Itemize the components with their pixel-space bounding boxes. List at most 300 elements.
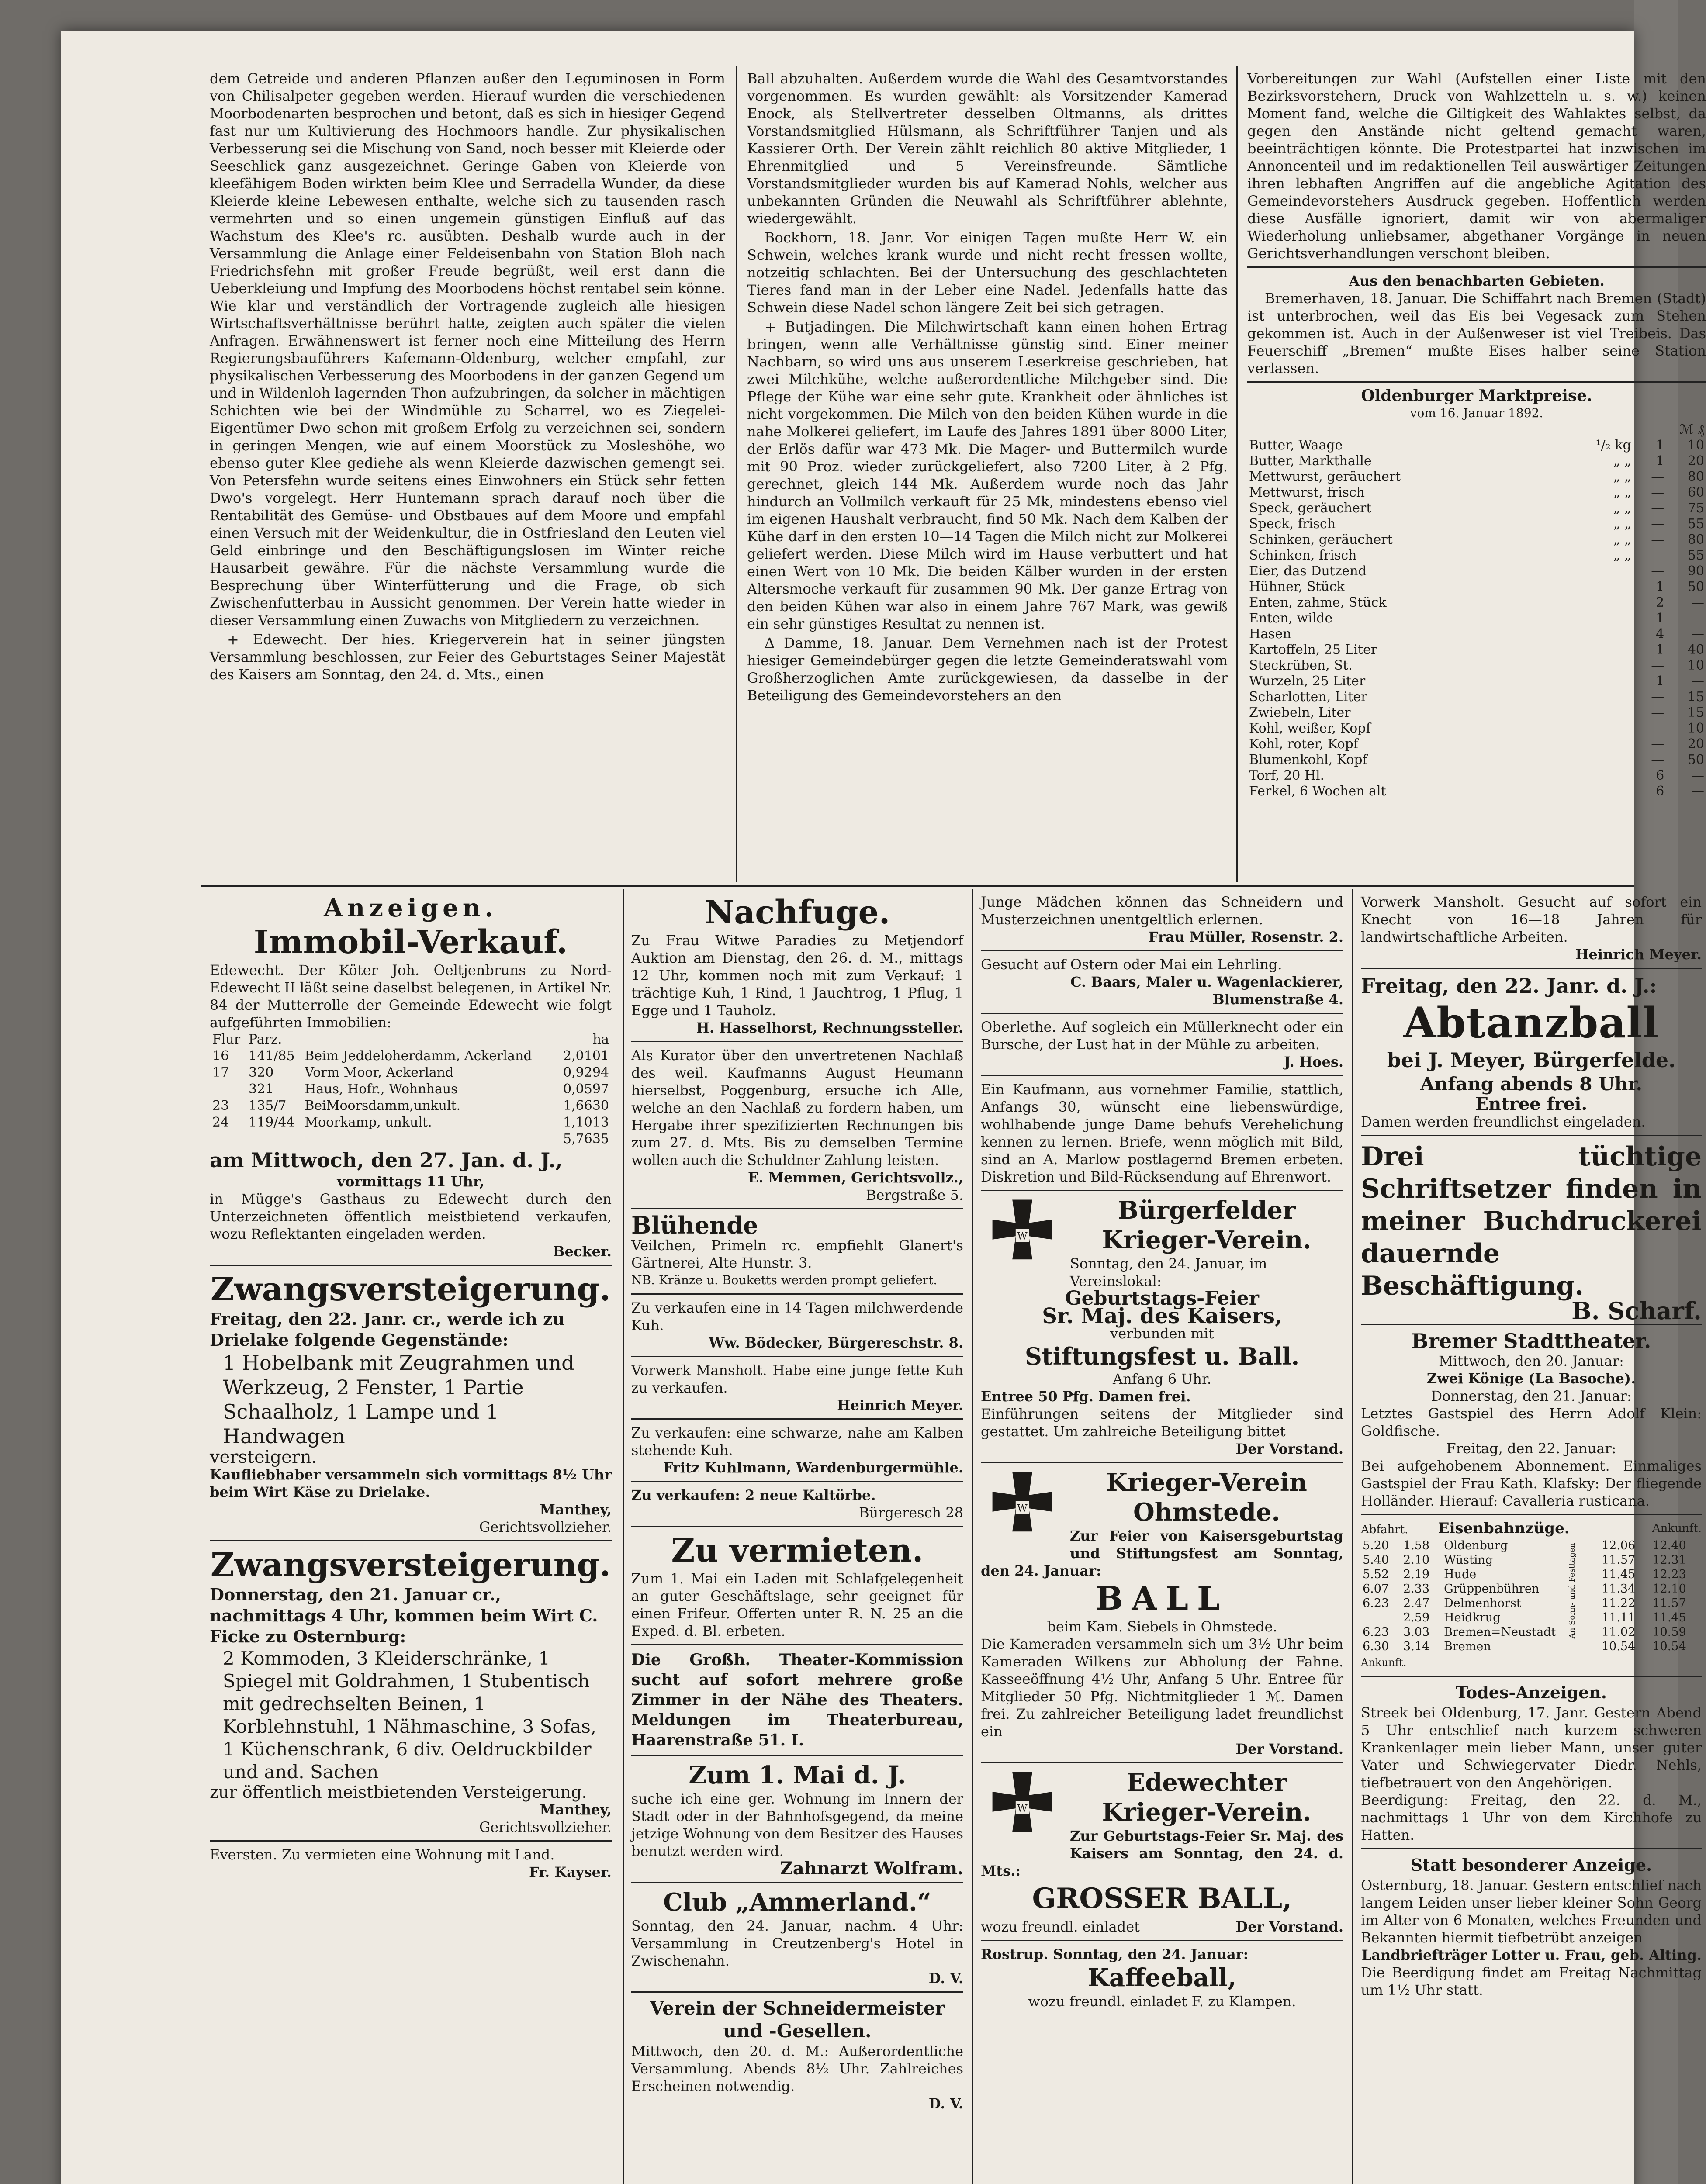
train-row [1361,1538,1702,1553]
ohm-ball: BALL [1095,1580,1229,1617]
market-row [1247,453,1706,469]
market-row-cell: — [1651,658,1664,673]
train-row-cell: 12.06 [1601,1539,1636,1552]
train-row-cell [1361,1610,1401,1625]
train-row-cell: 10.59 [1652,1625,1686,1639]
abtanz-place: bei J. Meyer, Bürgerfelde. [1387,1048,1676,1072]
zwang1-date: Freitag, den 22. Janr. cr., werde ich zu Drielake folgende Gegenstände: [210,1309,565,1350]
bahn-abfahrt: Abfahrt. [1361,1523,1408,1536]
zwang1-note: Kaufliebhaber versammeln sich vormittags 8½ Uhr beim Wirt Käse zu Drielake. [210,1466,612,1500]
ede-ball: GROSSER BALL, [1032,1882,1292,1915]
column-rule [623,889,624,2184]
statt-title: Statt besonderer Anzeige. [1410,1855,1652,1875]
immobil-row-cell: 321 [249,1082,274,1097]
market-row-cell: 50 [1687,752,1704,767]
market-row-cell: Hühner, Stück [1249,579,1345,594]
market-price-table [1247,422,1706,799]
market-row-cell: Enten, zahme, Stück [1249,595,1387,610]
bfk-line-3: verbunden mit [1110,1325,1214,1342]
theater-line-5: Freitag, den 22. Januar: [1446,1440,1616,1457]
ad-rule [631,1644,963,1645]
ohm-place: beim Kam. Siebels in Ohmstede. [1047,1618,1277,1635]
market-row-cell: — [1651,485,1664,500]
market-row-cell [1556,768,1633,784]
ohm-text: Zur Feier von Kaisersgeburtstag und Stiftungsfest am Sonntag, den 24. Januar: [981,1527,1343,1579]
abtanz-date: Freitag, den 22. Janr. d. J.: [1361,974,1657,998]
market-row-cell: „ „ [1613,532,1631,547]
market-row-cell: 1 [1656,674,1664,689]
train-row-cell: 2.19 [1403,1568,1430,1581]
kurator-addr: Bergstraße 5. [866,1187,963,1203]
column-rule [972,889,973,2184]
immobil-row-cell [210,1131,246,1147]
ad-rule [1361,1676,1702,1677]
train-row-cell: 12.10 [1652,1582,1686,1596]
market-row-cell [1556,736,1633,752]
train-row-cell: 11.11 [1601,1611,1636,1624]
market-row-cell: — [1651,501,1664,516]
immobil-row-cell: 135/7 [249,1098,287,1113]
train-row-cell: 12.31 [1652,1553,1686,1567]
immobil-row-cell: 141/85 [249,1048,295,1064]
train-row-cell: 3.14 [1403,1640,1430,1653]
immobil-row [210,1098,612,1114]
ad-rule [1361,968,1702,969]
market-row-cell [1556,674,1633,689]
market-row [1247,485,1706,501]
ad-rule [981,1075,1343,1076]
market-row-cell: — [1651,563,1664,579]
train-row-cell: 11.45 [1652,1611,1686,1624]
train-row-cell: 3.03 [1403,1625,1430,1639]
train-row-cell: 10.54 [1652,1640,1686,1653]
bfk-line-4: Stiftungsfest u. Ball. [1024,1342,1300,1370]
immobil-header-cell: Flur [212,1032,241,1047]
market-row-cell: 15 [1687,689,1704,705]
train-row-cell: 12.23 [1652,1568,1686,1581]
article-edewecht-text: + Edewecht. Der hies. Kriegerverein hat in seiner jüngsten Versammlung beschlossen, zur Feier des Geburtstages Seiner Majestät des Kaisers am Sonntag, den 24. d. Mts., einen [210,631,725,683]
train-row-cell: 6.23 [1363,1625,1389,1639]
train-row [1361,1639,1702,1654]
kalb-addr: Bürgeresch 28 [859,1504,963,1521]
market-row-cell: Mettwurst, geräuchert [1249,469,1401,484]
abtanz-entry: Entree frei. [1475,1094,1588,1114]
market-row-cell: 1 [1656,453,1664,469]
market-row [1247,469,1706,485]
train-row-cell: Grüppenbühren [1444,1582,1540,1596]
train-row-cell: 6.30 [1363,1640,1389,1653]
ad-rule [1361,1848,1702,1849]
market-row-cell: 55 [1687,516,1704,532]
market-row-cell: 90 [1687,563,1704,579]
market-row [1247,501,1706,516]
column-rule [1236,66,1238,882]
market-row-cell: „ „ [1613,516,1631,532]
immobil-row-cell: 0,9294 [563,1065,609,1080]
schneider-title: Verein der Schneidermeister und -Gesellen. [650,1997,945,2042]
theater-line-1: Mittwoch, den 20. Januar: [1439,1353,1624,1369]
market-row-cell: Enten, wilde [1249,611,1333,626]
market-row-cell: — [1651,532,1664,547]
vorwerk1-signer: Heinrich Meyer. [837,1397,963,1413]
zwang1-items: 1 Hobelbank mit Zeugrahmen und Werkzeug, 2 Fenster, 1 Partie Schaalholz, 1 Lampe und 1 Handwagen [223,1351,574,1448]
market-row [1247,611,1706,626]
kurator-signer: E. Memmen, Gerichtsvollz., [747,1169,963,1186]
ede-signer: Der Vorstand. [1235,1918,1343,1935]
immobil-date: am Mittwoch, den 27. Jan. d. J., [210,1148,563,1172]
immobil-time: vormittags 11 Uhr, [337,1173,484,1190]
ad-rule [631,1356,963,1357]
anzeigen-heading: Anzeigen. [324,894,498,923]
train-row-cell: Wüsting [1444,1553,1493,1567]
immobil-row-cell [246,1131,302,1147]
market-row-cell [1556,784,1633,799]
iron-cross-icon [981,1468,1064,1551]
train-row-cell: Delmenhorst [1444,1597,1521,1610]
market-row-cell [1556,626,1633,642]
market-row [1247,674,1706,689]
immobil-row-cell: 1,6630 [563,1098,609,1113]
market-row-cell: 50 [1687,579,1704,594]
article-column-2 [747,70,1228,874]
kuh2-signer: Fritz Kuhlmann, Wardenburgermühle. [663,1459,963,1476]
nachbar-heading: Aus den benachbarten Gebieten. [1349,273,1605,289]
zwang1-signer: Manthey, [540,1501,612,1518]
immobil-row-cell: 16 [212,1048,229,1064]
abtanz-title: Abtanzball [1403,998,1659,1047]
section-rule [1247,381,1706,383]
train-row-cell: 12.40 [1652,1539,1686,1552]
theater-line-4: Letztes Gastspiel des Herrn Adolf Klein: Goldfische. [1361,1405,1702,1439]
train-row-cell: Bremen=Neustadt [1444,1625,1556,1639]
ad-rule [1361,1135,1702,1136]
bahn-title: Eisenbahnzüge. [1438,1520,1570,1537]
immobil-row-cell: Haus, Hofr., Wohnhaus [305,1082,458,1097]
market-row [1247,626,1706,642]
market-row-cell: Schinken, geräuchert [1249,532,1393,547]
mai-text: suche ich eine ger. Wohnung im Innern der Stadt oder in der Bahnhofsgegend, da meine jetzige Wohnung von dem Besitzer des Hauses benutzt werden wird. [631,1790,963,1859]
vorwerk-signer: Heinrich Meyer. [1575,946,1702,963]
article-column-3 [1247,70,1706,874]
market-row-cell: 15 [1687,705,1704,720]
train-row [1361,1625,1702,1639]
nachbar-text: Bremerhaven, 18. Januar. Die Schiffahrt nach Bremen (Stadt) ist unterbrochen, weil das Eis bei Vegesack zum Stehen gekommen ist. Auch in der Außenweser ist viel Treibeis. Das Feuerschiff „Bremen“ mußte Eises halber seine Station verlassen. [1247,290,1706,377]
ads-column-4 [1361,893,1702,2184]
maedchen-text: Junge Mädchen können das Schneidern und Musterzeichnen unentgeltlich erlernen. [981,894,1343,928]
mai-title: Zum 1. Mai d. J. [689,1761,906,1790]
market-row [1247,689,1706,705]
immobil-row-cell [302,1131,556,1147]
immobil-header-cell: ha [592,1032,609,1047]
theater-title: Bremer Stadttheater. [1411,1329,1651,1353]
bfk-signer: Der Vorstand. [1235,1441,1343,1457]
market-row-cell: „ „ [1613,469,1631,484]
statt-text-2: Die Beerdigung findet am Freitag Nachmittag um 1½ Uhr statt. [1361,1964,1702,1998]
lehrling-signer: C. Baars, Maler u. Wagenlackierer, Blumenstraße 4. [1070,974,1343,1008]
immobil-row-cell: 2,0101 [563,1048,609,1064]
tod-text: Streek bei Oldenburg, 17. Janr. Gestern Abend 5 Uhr entschlief nach kurzem schweren Krankenlager mein lieber Mann, unser guter Vater und Schwiegervater Diedr. Nehls, tiefbetrauert von den Angehörigen. [1361,1704,1702,1791]
train-row [1361,1610,1702,1625]
bfk-title: Bürgerfelder Krieger-Verein. [1102,1196,1312,1254]
train-row-cell: 6.23 [1363,1597,1389,1610]
bluehende-title: Blühende [631,1211,758,1239]
market-row-cell: — [1691,768,1704,783]
ad-rule [631,1991,963,1993]
article-protest-text: Vorbereitungen zur Wahl (Aufstellen einer Liste mit den Bezirksvorstehern, Druck von Wahlzetteln u. s. w.) keinen Moment fand, welche die Giltigkeit des Wahlaktes selbst, da gegen den Anstände nicht geltend gemacht waren, beeinträchtigen könnte. Die Protestpartei hat inzwischen im Annoncenteil und im redaktionellen Teil auswärtiger Zeitungen ihren lebhaften Angriffen auf die angebliche Agitation des Gemeindevorstehers Ausdruck gegeben. Hoffentlich werden diese Ausfälle ignoriert, damit wir von abermaliger Wiederholung unliebsamer, abgethaner Vorgänge in neuen Gerichtsverhandlungen verschont bleiben. [1247,70,1706,262]
ad-rule [981,1762,1343,1763]
market-row-cell: — [1651,705,1664,720]
market-row-cell: 80 [1687,469,1704,484]
immobil-row [210,1064,612,1081]
immobil-row-cell: Beim Jeddeloherdamm, Ackerland [305,1048,532,1064]
ad-rule [631,1041,963,1042]
immobil-body: in Mügge's Gasthaus zu Edewecht durch den Unterzeichneten öffentlich meistbietend verkaufen, wozu Reflektanten eingeladen werden. [210,1191,612,1242]
ad-rule [1361,1514,1702,1515]
market-row-cell: Butter, Waage [1249,438,1343,453]
bluehende-text: Veilchen, Primeln rc. empfiehlt Glanert's Gärtnerei, Alte Hunstr. 3. [631,1237,963,1271]
immobil-row [210,1081,612,1098]
train-row [1361,1553,1702,1567]
market-row [1247,548,1706,563]
vermieten-title: Zu vermieten. [671,1532,924,1569]
immobil-row-cell: BeiMoorsdamm,unkult. [305,1098,461,1113]
ad-rule [981,1190,1343,1191]
market-row-cell: 10 [1687,438,1704,453]
market-row-cell: Speck, geräuchert [1249,501,1372,516]
tod-title: Todes-Anzeigen. [1455,1683,1607,1702]
immobil-row-cell: 1,1013 [563,1115,609,1130]
market-row-cell: 1 [1656,579,1664,594]
immobil-row-cell: 24 [212,1115,229,1130]
market-row-cell: Mettwurst, frisch [1249,485,1365,500]
train-row-cell: 2.10 [1403,1553,1430,1567]
article-moor-text: dem Getreide und anderen Pflanzen außer den Leguminosen in Form von Chilisalpeter gegeben werden. Hierauf wurden die verschiedenen Moorbodenarten besprochen und betont, daß es sich in hiesiger Gegend fast nur um Kultivierung des Hochmoors handle. Zur physikalischen Verbesserung sei die Mischung von Sand, noch besser mit Kleierde oder Seeschlick ganz ausgezeichnet. Geringe Gaben von Kleierde von kleefähigem Boden wirkten beim Klee und Serradella Wunder, da diese Kleierde kleine Lebewesen enthalte, welche sich zu tausenden rasch vermehrten und so einen ungemein günstigen Einfluß auf das Wachstum des Klee's rc. ausübten. Deshalb wurde auch in der Versammlung die Anlage einer Feldeisenbahn von Station Bloh nach Friedrichsfehn mit großer Freude begrüßt, weil erst dann die Ueberkleiung und Impfung des Moorbodens höchst rentabel sein könne. Wie klar und verständlich der Vortragende zugleich alle hiesigen Wirtschaftsverhältnisse berührt hatte, zeigten auch später die vielen Anfragen. Erwähnenswert ist ferner noch eine Mitteilung des Herrn Regierungsbauführers Kafemann-Oldenburg, welcher empfahl, zur physikalischen Verbesserung des Moorbodens in der ganzen Gegend um und in Wildenloh lagernden Thon aufzubringen, da solcher in mächtigen Schichten wie bei der Windmühle zu Scharrel, wo es Ziegelei-Eigentümer Dwo schon mit großem Erfolg zu verzeichnen sei, sondern in geringen Mengen, wie auf einem Moorstück zu Mosleshöhe, wo ebenso guter Klee gediehe als wenn Kleierde dazwischen gemengt sei. Von Petersfehn wurde seitens eines Einwohners ein Stück sehr fetten Dwo's vorgelegt. Herr Huntemann sprach darauf noch über die Rentabilität des Gemüse- und Obstbaues auf dem Moore und empfahl einen Versuch mit der Weidenkultur, die in Ostfriesland den Leuten viel Geld einbringe und den Beschäftigungslosen im Winter reiche Hausarbeit gewähre. Für die nächste Versammlung wurde die Besprechung über Winterfütterung und die Frage, ob sich Zwischenfutterbau in Aussicht genommen. Der Verein hatte wieder in dieser Versammlung einen Zuwachs von Mitgliedern zu verzeichnen. [210,70,725,629]
immobil-table [210,1031,612,1147]
immobil-row-cell: 17 [212,1065,229,1080]
market-row-cell: — [1651,516,1664,532]
market-row-cell: — [1651,721,1664,736]
iron-cross-icon [981,1196,1064,1279]
market-row-cell: 6 [1656,784,1664,799]
zwang2-items: 2 Kommoden, 3 Kleiderschränke, 1 Spiegel mit Goldrahmen, 1 Stubentisch mit gedrechselten Beinen, 1 Korblehnstuhl, 1 Nähmaschine, 3 Sofas, 1 Küchenschrank, 6 div. Oeldruckbilder und and. Sachen [223,1648,597,1783]
article-column-1 [210,70,725,874]
ad-rule [981,1462,1343,1463]
market-row-cell: Blumenkohl, Kopf [1249,752,1367,767]
market-row-cell: — [1651,469,1664,484]
market-row-cell: Hasen [1249,626,1291,642]
ad-rule [210,1840,612,1842]
market-row-cell: 60 [1687,485,1704,500]
market-row-cell [1556,752,1633,768]
immobil-row-cell: 0,0597 [563,1082,609,1097]
rostrup-title: Kaffeeball, [1088,1963,1236,1992]
market-row-cell [1556,579,1633,595]
market-row-cell: 75 [1687,501,1704,516]
train-row-cell: 5.20 [1363,1539,1389,1552]
ads-column-2 [631,893,963,2184]
market-row-cell: Wurzeln, 25 Liter [1249,674,1366,689]
train-row-cell: 2.59 [1403,1611,1430,1624]
ohm-text-2: Die Kameraden versammeln sich um 3½ Uhr beim Kameraden Wilkens zur Abholung der Fahne. Kasseeöffnung 4½ Uhr, Anfang 5 Uhr. Entree für Mitglieder 50 Pfg. Nichtmitglieder 1 ℳ. Damen frei. Zu zahlreicher Beteiligung ladet freundlichst ein [981,1636,1343,1740]
ede-text: Zur Geburtstags-Feier Sr. Maj. des Kaisers am Sonntag, den 24. d. Mts.: [981,1828,1343,1879]
svg-text:W: W [1017,1230,1028,1242]
market-row-cell: Zwiebeln, Liter [1249,705,1351,720]
market-row-cell: Kohl, weißer, Kopf [1249,721,1371,736]
statt-signer: Landbriefträger Lotter u. Frau, geb. Alting. [1361,1947,1702,1963]
market-row-cell: — [1691,626,1704,642]
ohm-signer: Der Vorstand. [1235,1741,1343,1757]
train-row-cell: Hude [1444,1568,1477,1581]
train-row-cell: Heidkrug [1444,1611,1501,1624]
maedchen-signer: Frau Müller, Rosenstr. 2. [1148,929,1343,945]
statt-text: Osternburg, 18. Januar. Gestern entschlief nach langem Leiden unser lieber kleiner Sohn Georg im Alter von 6 Monaten, welches Freunden und Bekannten hiermit tiefbetrübt anzeigen [1361,1877,1702,1946]
oberlethe-text: Oberlethe. Auf sogleich ein Müllerknecht oder ein Bursche, der Lust hat in der Mühle zu arbeiten. [981,1019,1343,1053]
ad-rule [631,1293,963,1295]
bahn-ankunft: Ankunft. [1652,1522,1702,1535]
schneider-text: Mittwoch, den 20. d. M.: Außerordentliche Versammlung. Abends 8½ Uhr. Zahlreiches Erscheinen notwendig. [631,2043,963,2094]
train-row-cell: 10.54 [1601,1640,1636,1653]
article-bockhorn-text: Bockhorn, 18. Janr. Vor einigen Tagen mußte Herr W. ein Schwein, welches krank wurde und nicht recht fressen wollte, notzeitig schlachten. Bei der Untersuchung des geschlachteten Tieres fand man in der Leber eine Nadel. Jedenfalls hatte das Schwein diese Nadel schon längere Zeit bei sich getragen. [747,229,1228,316]
immobil-row-cell: Moorkamp, unkult. [305,1115,432,1130]
market-row-cell: 1 [1656,611,1664,626]
market-row-cell: Scharlotten, Liter [1249,689,1367,705]
train-row [1361,1567,1702,1582]
ad-rule [631,1481,963,1482]
train-row-cell: 2.47 [1403,1597,1430,1610]
eversten-signer: Fr. Kayser. [529,1864,612,1880]
ad-rule [981,1940,1343,1941]
immobil-row-cell: 320 [249,1065,274,1080]
immobil-row-cell: 5,7635 [563,1131,609,1147]
theater-line-6: Bei aufgehobenem Abonnement. Einmaliges Gastspiel der Frau Kath. Klafsky: Der fliegende Holländer. Hierauf: Cavalleria rusticana. [1361,1458,1702,1509]
market-row-cell: Kohl, roter, Kopf [1249,736,1358,752]
bfk-date: Sonntag, den 24. Januar, im Vereinslokal: [1070,1255,1267,1289]
market-row-cell: Butter, Markthalle [1249,453,1372,469]
zwang2-end: zur öffentlich meistbietenden Versteigerung. [210,1783,587,1802]
train-row-cell: 11.57 [1652,1597,1686,1610]
zwang2-date: Donnerstag, den 21. Januar cr., nachmittags 4 Uhr, kommen beim Wirt C. Ficke zu Osternburg: [210,1585,598,1646]
market-row [1247,579,1706,595]
market-row-cell: 1 [1656,642,1664,657]
market-row [1247,784,1706,799]
markt-subtitle: vom 16. Januar 1892. [1410,406,1543,420]
immobil-intro: Edewecht. Der Köter Joh. Oeltjenbruns zu Nord-Edewecht II läßt seine daselbst belegenen, in Artikel Nr. 84 der Mutterrolle der Gemeinde Edewecht wie folgt aufgeführten Immobilien: [210,962,612,1031]
ad-rule [210,1265,612,1266]
bfk-line-1: Geburtstags-Feier [1065,1287,1259,1310]
market-row-cell: — [1691,595,1704,610]
market-row-cell: „ „ [1613,485,1631,500]
article-wahl-text: Ball abzuhalten. Außerdem wurde die Wahl des Gesamtvorstandes vorgenommen. Es wurden gewählt: als Vorsitzender Kamerad Enock, als Stellvertreter desselben Oltmanns, als drittes Vorstandsmitglied Hülsmann, als Schriftführer Tanjen und als Kassierer Orth. Der Verein zählt reichlich 80 aktive Mitglieder, 1 Ehrenmitglied und 5 Vereinsfreunde. Sämtliche Vorstandsmitglieder wurden bis auf Kamerad Nohls, welcher aus unbekannten Gründen die Neuwahl als Schriftführer ablehnte, wiedergewählt. [747,70,1228,227]
vorwerk-text: Vorwerk Mansholt. Gesucht auf sofort ein Knecht von 16—18 Jahren für landwirtschaftliche Arbeiten. [1361,894,1702,945]
zwang1-title: Zwangsversteigerung. [211,1271,611,1308]
bluehende-nb: NB. Kränze u. Bouketts werden prompt geliefert. [631,1273,938,1287]
market-row-cell: Ferkel, 6 Wochen alt [1249,784,1386,799]
train-row-cell: Oldenburg [1444,1539,1508,1552]
column-rule [1352,889,1353,2184]
market-row [1247,658,1706,674]
ede-invite: wozu freundl. einladet [981,1918,1140,1935]
ad-rule [981,1013,1343,1014]
market-row-cell: „ „ [1613,453,1631,469]
ohm-title: Krieger-Verein Ohmstede. [1106,1468,1307,1527]
market-row-cell: 6 [1656,768,1664,783]
lehrling-text: Gesucht auf Ostern oder Mai ein Lehrling. [981,956,1282,973]
ad-rule [631,1418,963,1420]
setzer-signer: B. Scharf. [1571,1297,1702,1325]
market-row-cell: 1 [1656,438,1664,453]
market-row-cell: „ „ [1613,501,1631,516]
market-row [1247,532,1706,548]
kuh1-signer: Ww. Bödecker, Bürgereschstr. 8. [709,1334,963,1351]
market-row-cell: Torf, 20 Hl. [1249,768,1325,783]
zwang1-role: Gerichtsvollzieher. [479,1519,612,1535]
ad-rule [631,1208,963,1209]
nachfuge-title: Nachfuge. [704,894,890,931]
schneider-signer: D. V. [928,2095,963,2112]
market-row-cell: 55 [1687,548,1704,563]
vorwerk1-text: Vorwerk Mansholt. Habe eine junge fette Kuh zu verkaufen. [631,1362,963,1396]
column-rule [736,66,737,882]
train-row-cell: 11.34 [1601,1582,1636,1596]
market-row [1247,595,1706,611]
market-row [1247,768,1706,784]
bfk-time: Anfang 6 Uhr. [1113,1371,1211,1387]
market-row-cell: ¹/₂ kg [1595,438,1631,453]
oberlethe-signer: J. Hoes. [1284,1054,1343,1070]
market-row-cell [1556,642,1633,658]
section-rule [1247,266,1706,268]
kaufmann-text: Ein Kaufmann, aus vornehmer Familie, stattlich, Anfangs 30, wünscht eine liebenswürdige, wohlhabende junge Dame behufs Verehelichung kennen zu lernen. Briefe, wenn möglich mit Bild, sind an A. Marlow postlagernd Bremen erbeten. Diskretion und Bild-Rücksendung auf Ehrenwort. [981,1081,1343,1185]
market-row-cell: — [1691,674,1704,689]
market-row-cell [1556,705,1633,721]
train-row-cell: 11.02 [1601,1625,1636,1639]
nachfuge-signer: H. Hasselhorst, Rechnungssteller. [696,1019,963,1036]
train-row-cell: 1.58 [1403,1539,1430,1552]
market-row-cell: — [1651,752,1664,767]
market-row-cell: 20 [1687,736,1704,752]
market-row-cell: 10 [1687,658,1704,673]
immobil-row-cell: 23 [212,1098,229,1113]
immobil-header-cell [302,1031,556,1048]
train-row-cell: 2.33 [1403,1582,1430,1596]
market-row-cell [1556,595,1633,611]
market-row-cell: 40 [1687,642,1704,657]
zwang2-signer: Manthey, [540,1801,612,1818]
train-row-cell: 11.57 [1601,1553,1636,1567]
markt-title: Oldenburger Marktpreise. [1361,387,1592,405]
train-row-cell: 5.40 [1363,1553,1389,1567]
market-row [1247,642,1706,658]
immobil-header-cell: Parz. [249,1032,282,1047]
market-row-cell: „ „ [1613,548,1631,563]
market-row-cell [1556,611,1633,626]
train-row-cell: 11.22 [1601,1597,1636,1610]
bfk-text: Einführungen seitens der Mitglieder sind gestattet. Um zahlreiche Beteiligung bittet [981,1406,1343,1440]
zwang1-end: versteigern. [210,1447,317,1467]
newspaper-page [61,31,1706,2184]
ad-rule [631,1755,963,1756]
iron-cross-icon [981,1768,1064,1851]
ads-column-1 [210,893,612,2184]
article-butjadingen-text: + Butjadingen. Die Milchwirtschaft kann einen hohen Ertrag bringen, wenn alle Verhältnisse günstig sind. Einer meiner Nachbarn, so wird uns aus unserem Leserkreise geschrieben, hat zwei Milchkühe, welche außerordentliche Milchgeber sind. Die Pflege der Kühe war eine sehr gute. Krankheit oder ähnliches ist nicht vorgekommen. Die Milch von den beiden Kühen wurde in die nahe Molkerei geliefert, im Laufe des Jahres 1891 über 8000 Liter, der Erlös dafür war 473 Mk. Die Mager- und Buttermilch wurde mit 90 Proz. wieder zurückgeliefert, also 7200 Liter, à 2 Pfg. gerechnet, gleich 144 Mk. Außerdem wurde noch das Jahr hindurch an Vollmilch verkauft für 25 Mk, mindestens ebenso viel im eigenen Haushalt verbraucht, find 50 Mk. Nach dem Kalben der Kühe darf in den ersten 10—14 Tagen die Milch nicht zur Molkerei geliefert werden. Diese Milch wird im Hause verbuttert und hat einen Wert von 10 Mk. Die beiden Kälber wurden in der ersten Altersmoche verkauft für zusammen 90 Mk. Der ganze Ertrag von den beiden Kühen war also in einem Jahre 767 Mark, was gewiß ein sehr günstiges Resultat zu nennen ist. [747,318,1228,632]
ad-rule [210,1540,612,1541]
bfk-line-2: Sr. Maj. des Kaisers, [1042,1304,1282,1328]
svg-text:W: W [1017,1803,1028,1814]
club-title: Club „Ammerland.“ [663,1888,931,1917]
rostrup-text: Rostrup. Sonntag, den 24. Januar: [981,1946,1249,1963]
ede-title: Edewechter Krieger-Verein. [1102,1768,1312,1827]
ad-rule [631,1526,963,1527]
